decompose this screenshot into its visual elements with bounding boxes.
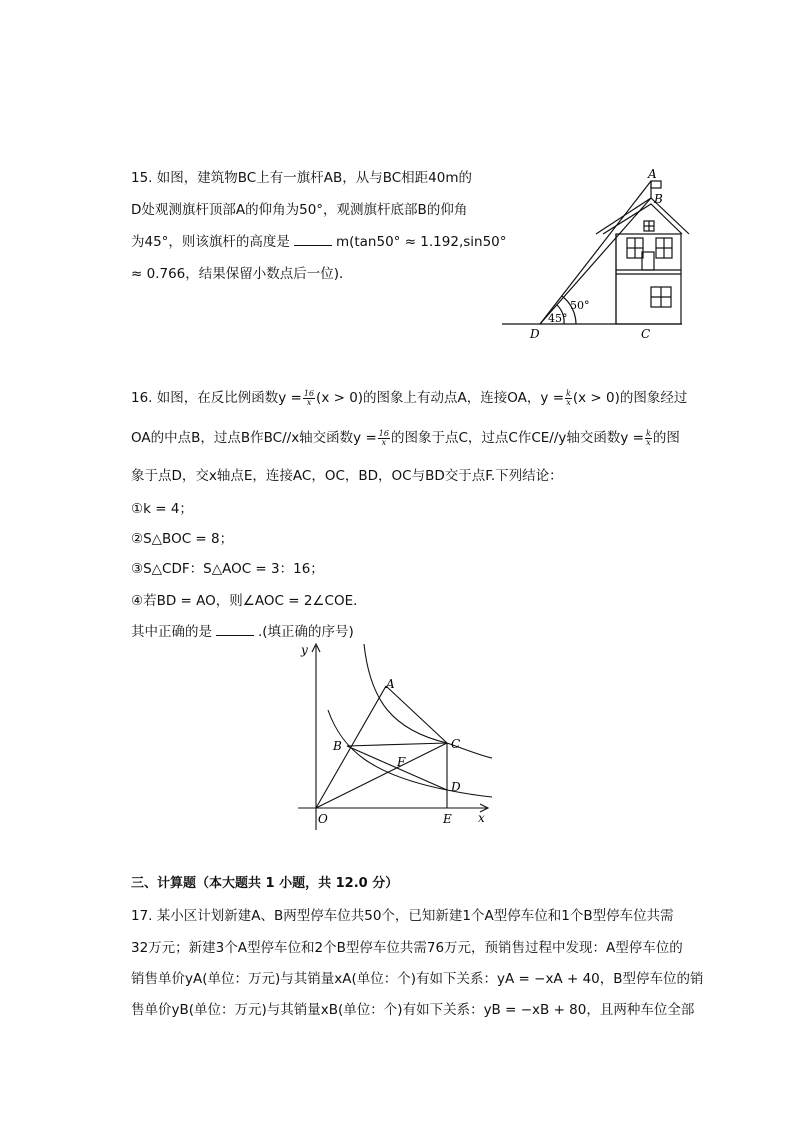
- q16-line-1-a: 16. 如图，在反比例函数y =: [131, 390, 302, 406]
- q16-answer-blank[interactable]: [216, 623, 254, 636]
- q16-item-1: ①k = 4；: [131, 501, 193, 517]
- q15-line-1: 15. 如图，建筑物BC上有一旗杆AB，从与BC相距40m的: [131, 170, 472, 186]
- q16-frac-kx: [565, 390, 572, 407]
- q16-line-1-c: (x > 0)的图象经过: [572, 390, 688, 406]
- q16-answer-b: .(填正确的序号): [258, 624, 354, 640]
- fig16-label-c: C: [451, 737, 461, 751]
- q15-line-3-a: 为45°，则该旗杆的高度是: [131, 234, 290, 250]
- curve-16-over-x: [364, 644, 492, 758]
- q16-frac-kx-2: [645, 430, 652, 447]
- q16-item-2: ②S△BOC = 8；: [131, 531, 234, 547]
- q16-figure: [292, 640, 502, 836]
- q16-frac4-den: x: [646, 437, 651, 447]
- fig16-label-y: y: [301, 643, 308, 657]
- segment-oa: [316, 686, 386, 808]
- q15-line-3: [131, 230, 507, 250]
- q16-line-2-a: OA的中点B，过点B作BC//x轴交函数y =: [131, 430, 377, 446]
- fig16-label-b: B: [333, 739, 342, 753]
- q16-answer-line: [131, 620, 354, 640]
- q16-frac-16x-2: [378, 430, 390, 447]
- q16-answer-a: 其中正确的是: [131, 624, 212, 640]
- roof-outer: [596, 198, 689, 234]
- segment-ac: [386, 686, 447, 743]
- fig16-label-x: x: [478, 811, 485, 825]
- fig15-angle-50: 50°: [570, 299, 590, 312]
- door-upper: [642, 252, 654, 270]
- q17-line-4: 售单价yB(单位：万元)与其销量xB(单位：个)有如下关系：yB = −xB + 80，且两种车位全部: [131, 1002, 695, 1018]
- section3-heading: 三、计算题（本大题共 1 小题，共 12.0 分）: [131, 876, 399, 891]
- q16-line-1-b: (x > 0)的图象上有动点A，连接OA，y =: [316, 390, 565, 406]
- q17-line-1: 17. 某小区计划新建A、B两型停车位共50个，已知新建1个A型停车位和1个B型停车位共需: [131, 908, 674, 924]
- q15-figure: [496, 164, 692, 344]
- q16-item-3: ③S△CDF：S△AOC = 3：16；: [131, 561, 324, 577]
- curve-k-over-x: [328, 710, 492, 797]
- fig16-label-o: O: [318, 812, 328, 826]
- q16-frac-16x: [303, 390, 315, 407]
- q17-line-2: 32万元；新建3个A型停车位和2个B型停车位共需76万元，预销售过程中发现：A型停车位的: [131, 940, 683, 956]
- q16-frac-num: 16: [303, 388, 315, 398]
- sight-line-da: [540, 181, 651, 324]
- fig15-angle-45: 45°: [548, 312, 568, 325]
- q16-frac2-num: k: [566, 388, 571, 398]
- flag: [651, 181, 661, 188]
- fig15-label-c: C: [641, 327, 651, 341]
- q16-line-1: [131, 386, 687, 407]
- q16-line-2-c: 的图: [652, 430, 680, 446]
- fig15-label-b: B: [654, 192, 663, 206]
- q17-line-3: 销售单价yA(单位：万元)与其销量xA(单位：个)有如下关系：yA = −xA + 40，B型停车位的销: [131, 971, 704, 987]
- fig16-label-d: D: [451, 780, 461, 794]
- fig16-label-f: F: [397, 755, 406, 769]
- q16-frac-den: x: [306, 397, 312, 407]
- segment-bc: [347, 743, 447, 746]
- q16-line-3: 象于点D，交x轴点E，连接AC，OC，BD，OC与BD交于点F.下列结论：: [131, 468, 563, 484]
- q16-frac3-num: 16: [378, 428, 389, 438]
- q16-item-4: ④若BD = AO，则∠AOC = 2∠COE．: [131, 593, 367, 609]
- q16-frac4-num: k: [645, 428, 651, 438]
- fig16-label-e: E: [443, 812, 452, 826]
- fig15-label-a: A: [648, 167, 657, 181]
- q15-line-4: ≈ 0.766，结果保留小数点后一位)．: [131, 266, 353, 282]
- fig16-label-a: A: [386, 677, 395, 691]
- q15-line-3-b: m(tan50° ≈ 1.192,sin50°: [335, 234, 507, 250]
- sight-line-db: [540, 198, 651, 324]
- q15-answer-blank[interactable]: [294, 233, 332, 246]
- q15-line-2: D处观测旗杆顶部A的仰角为50°，观测旗杆底部B的仰角: [131, 202, 468, 218]
- fig15-label-d: D: [530, 327, 540, 341]
- q16-line-2-b: 的图象于点C，过点C作CE//y轴交函数y =: [390, 430, 644, 446]
- q16-frac3-den: x: [381, 437, 387, 447]
- q16-line-2: [131, 426, 680, 447]
- q16-frac2-den: x: [566, 397, 571, 407]
